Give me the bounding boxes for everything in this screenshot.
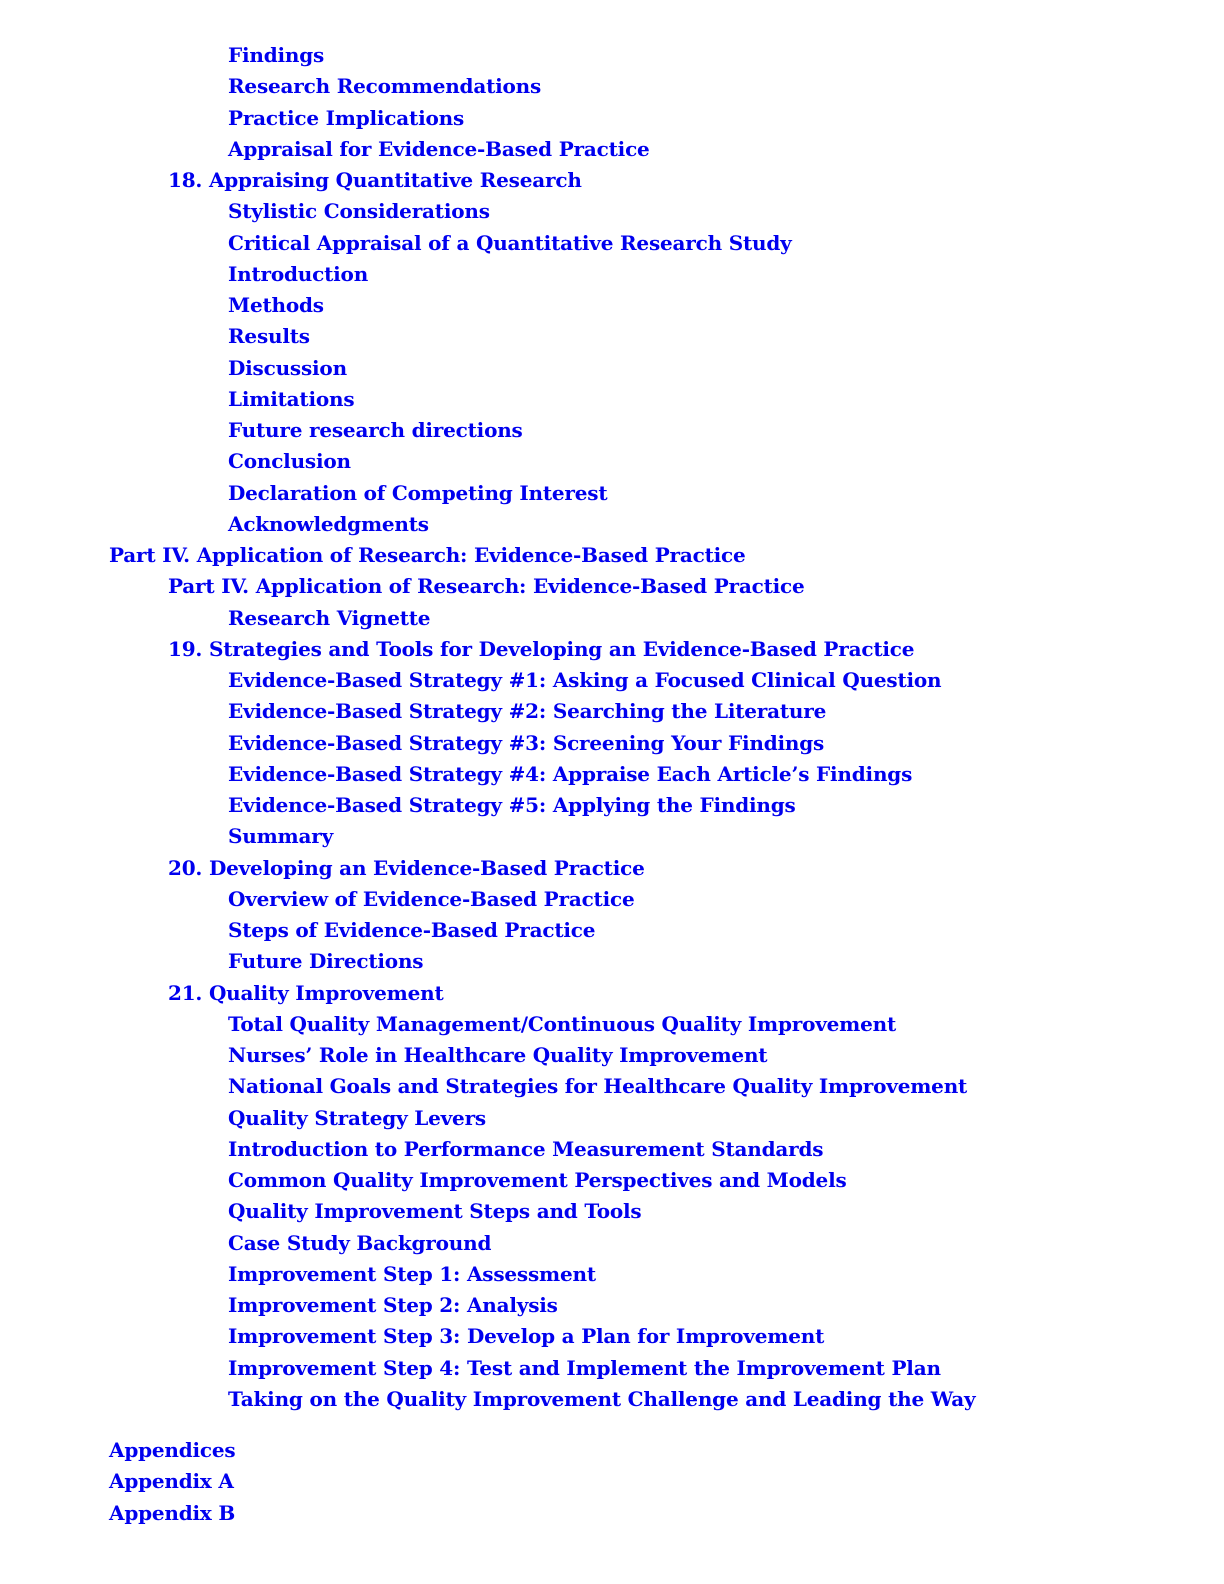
toc-link[interactable]: Appendix B bbox=[109, 1500, 236, 1525]
toc-link[interactable]: Case Study Background bbox=[228, 1230, 492, 1255]
toc-link[interactable]: National Goals and Strategies for Healthcare Quality Improvement bbox=[228, 1074, 968, 1099]
toc-link[interactable]: Limitations bbox=[228, 386, 355, 411]
toc-link[interactable]: Summary bbox=[228, 824, 334, 849]
toc-link[interactable]: Future research directions bbox=[228, 418, 523, 442]
toc-link[interactable]: Research Vignette bbox=[228, 605, 431, 630]
toc-link[interactable]: Acknowledgments bbox=[228, 511, 429, 536]
toc-link[interactable]: Part IV. Application of Research: Evidence-Based Practice bbox=[109, 543, 746, 567]
toc-link[interactable]: Common Quality Improvement Perspectives and Models bbox=[228, 1168, 847, 1192]
toc-link[interactable]: Practice Implications bbox=[228, 105, 465, 130]
toc-link[interactable]: Evidence-Based Strategy #3: Screening Your Findings bbox=[228, 730, 825, 755]
toc-link[interactable]: Appendix A bbox=[109, 1469, 234, 1494]
toc-link[interactable]: Overview of Evidence-Based Practice bbox=[228, 886, 635, 911]
toc-link[interactable]: Improvement Step 1: Assessment bbox=[228, 1261, 596, 1286]
toc-link[interactable]: Evidence-Based Strategy #4: Appraise Each Article’s Findings bbox=[228, 761, 913, 786]
toc-link[interactable]: 21. Quality Improvement bbox=[168, 980, 444, 1005]
toc-link[interactable]: Stylistic Considerations bbox=[228, 199, 490, 224]
toc-link[interactable]: 20. Developing an Evidence-Based Practice bbox=[168, 855, 645, 880]
toc-link[interactable]: Findings bbox=[228, 43, 325, 67]
toc-link[interactable]: Nurses’ Role in Healthcare Quality Improvement bbox=[228, 1043, 768, 1067]
toc-link[interactable]: Declaration of Competing Interest bbox=[228, 480, 608, 505]
toc-link[interactable]: Conclusion bbox=[228, 449, 351, 474]
toc-link[interactable]: Introduction to Performance Measurement Standards bbox=[228, 1136, 824, 1161]
toc-link[interactable]: Improvement Step 4: Test and Implement the Improvement Plan bbox=[228, 1355, 941, 1380]
toc-link[interactable]: Quality Improvement Steps and Tools bbox=[228, 1199, 642, 1224]
toc-link[interactable]: Methods bbox=[228, 293, 324, 317]
toc-link[interactable]: Research Recommendations bbox=[228, 74, 542, 99]
toc-link[interactable]: Appraisal for Evidence-Based Practice bbox=[228, 136, 650, 161]
toc-link[interactable]: Evidence-Based Strategy #1: Asking a Focused Clinical Question bbox=[228, 668, 942, 692]
toc-link[interactable]: Discussion bbox=[228, 355, 347, 380]
toc-link[interactable]: Total Quality Management/Continuous Quality Improvement bbox=[228, 1011, 897, 1036]
toc-link[interactable]: Future Directions bbox=[228, 949, 424, 974]
toc-link[interactable]: Evidence-Based Strategy #2: Searching the Literature bbox=[228, 699, 827, 724]
toc-link[interactable]: Results bbox=[228, 324, 310, 349]
table-of-contents bbox=[0, 40, 1224, 1529]
toc-link[interactable]: Steps of Evidence-Based Practice bbox=[228, 918, 596, 942]
toc-link[interactable]: Improvement Step 2: Analysis bbox=[228, 1293, 558, 1317]
toc-link[interactable]: Part IV. Application of Research: Evidence-Based Practice bbox=[168, 574, 805, 599]
toc-link[interactable]: 18. Appraising Quantitative Research bbox=[168, 168, 582, 192]
toc-link[interactable]: Critical Appraisal of a Quantitative Research Study bbox=[228, 230, 792, 255]
toc-link[interactable]: 19. Strategies and Tools for Developing an Evidence-Based Practice bbox=[168, 636, 915, 661]
toc-link[interactable]: Evidence-Based Strategy #5: Applying the Findings bbox=[228, 793, 796, 817]
toc-link[interactable]: Improvement Step 3: Develop a Plan for Improvement bbox=[228, 1324, 825, 1349]
toc-link[interactable]: Introduction bbox=[228, 261, 369, 286]
toc-link[interactable]: Quality Strategy Levers bbox=[228, 1105, 486, 1130]
toc-link[interactable]: Taking on the Quality Improvement Challenge and Leading the Way bbox=[228, 1386, 976, 1411]
toc-link[interactable]: Appendices bbox=[109, 1438, 236, 1462]
